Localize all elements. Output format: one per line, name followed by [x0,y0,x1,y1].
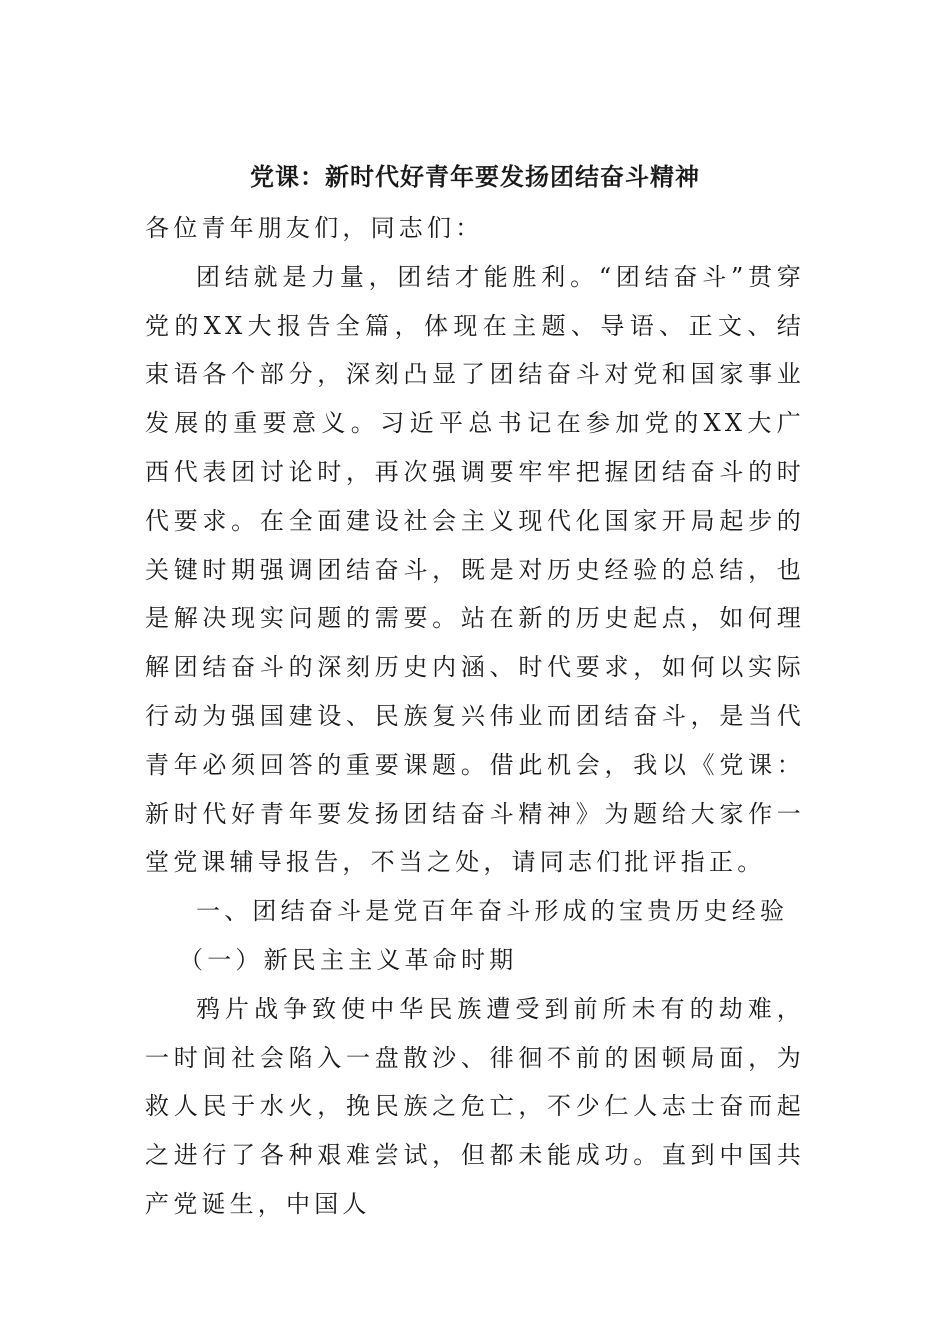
document-title: 党课：新时代好青年要发扬团结奋斗精神 [250,162,700,191]
document-body [145,204,805,1229]
greeting-line: 各位青年朋友们，同志们： [145,214,484,242]
paragraph-history: 鸦片战争致使中华民族遭受到前所未有的劫难，一时间社会陷入一盘散沙、徘徊不前的困顿局面，为救人民于水火，挽民族之危亡，不少仁人志士奋而起之进行了各种艰难尝试，但都未能成功。直到中国共产党诞生，中国人 [145,994,805,1218]
section-heading: 一、团结奋斗是党百年奋斗形成的宝贵历史经验 [196,897,789,926]
subsection-heading: （一）新民主主义革命时期 [179,945,518,974]
paragraph-intro: 团结就是力量，团结才能胜利。“团结奋斗”贯穿党的XX大报告全篇，体现在主题、导语、正文、结束语各个部分，深刻凸显了团结奋斗对党和国家事业发展的重要意义。习近平总书记在参加党的XX大广西代表团讨论时，再次强调要牢牢把握团结奋斗的时代要求。在全面建设社会主义现代化国家开局起步的关键时期强调团结奋斗，既是对历史经验的总结，也是解决现实问题的需要。站在新的历史起点，如何理解团结奋斗的深刻历史内涵、时代要求，如何以实际行动为强国建设、民族复兴伟业而团结奋斗，是当代青年必须回答的重要课题。借此机会，我以《党课：新时代好青年要发扬团结奋斗精神》为题给大家作一堂党课辅导报告，不当之处，请同志们批评指正。 [145,262,805,877]
